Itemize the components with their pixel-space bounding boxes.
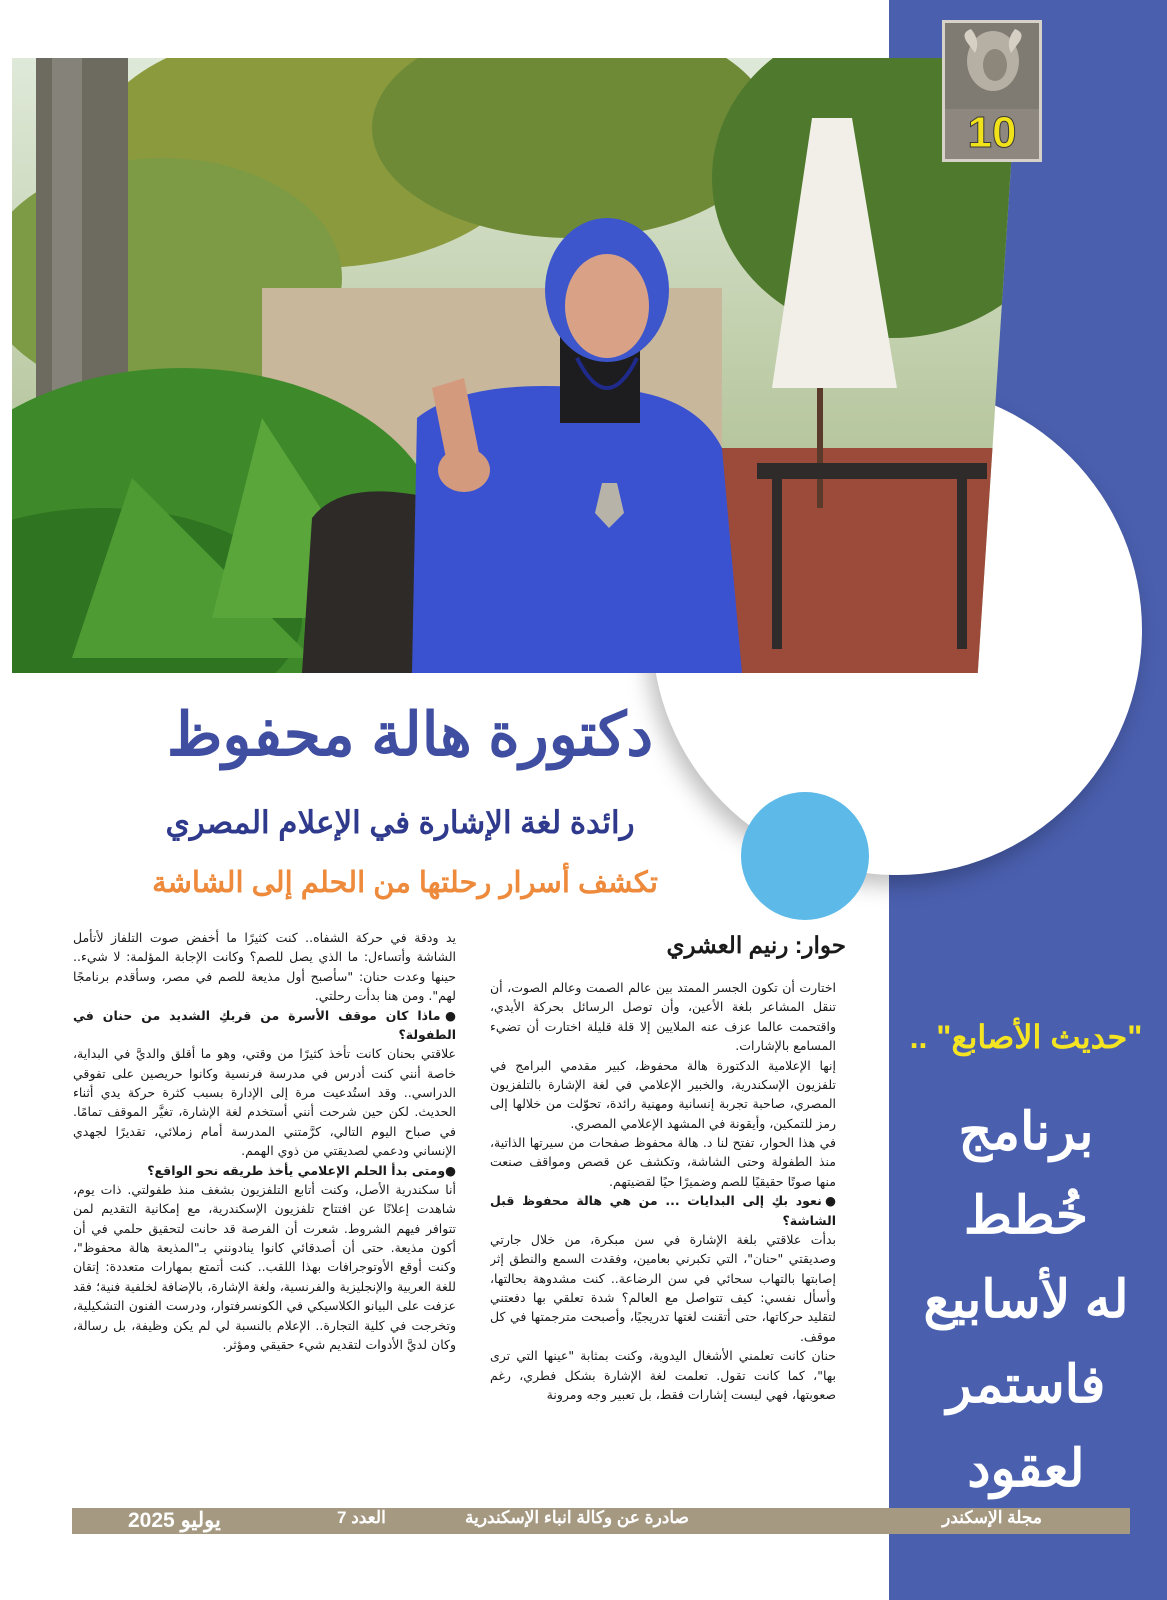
- article-column-right: [490, 978, 836, 1470]
- paragraph: اختارت أن تكون الجسر الممتد بين عالم الصمت وعالم الصوت، أن تنقل المشاعر بلغة الأعين، وأن توصل الرسائل بحركة الأيدي، واقتحمت عالما عزف عنه الملايين إلا قلة قليلة اختارت أن تضيء المسامع بالإشارات.: [490, 980, 836, 1054]
- sidebar-headline: [892, 1090, 1160, 1511]
- footer-date: 2025 يوليو: [128, 1509, 221, 1532]
- footer-magazine-name: مجلة الإسكندر: [942, 1508, 1042, 1527]
- article-photo: [12, 58, 1018, 673]
- paragraph: يد ودقة في حركة الشفاه.. كنت كثيرًا ما أخفض صوت التلفاز لأتأمل الشاشة وأتساءل: ما الذي يصل للصم؟ وكانت الإجابة المؤلمة: لا شيء.. حينها وعدت حنان: "سأصبح أول مذيعة للصم في مصر، وسأقدم برنامجًا لهم". ومن هنا بدأت رحلتي.: [73, 930, 456, 1004]
- decorative-blue-circle: [741, 792, 869, 920]
- interview-question: ●نعود بكِ إلى البدايات ... من هي هالة محفوظ قبل الشاشة؟: [490, 1193, 836, 1228]
- sidebar-headline-line: فاستمر لعقود: [946, 1355, 1106, 1498]
- sidebar-headline-line: برنامج خُطط: [958, 1103, 1094, 1246]
- footer-publisher: صادرة عن وكالة انباء الإسكندرية: [465, 1508, 689, 1527]
- sidebar-headline-line: له لأسابيع: [923, 1271, 1129, 1330]
- paragraph: في هذا الحوار، تفتح لنا د. هالة محفوظ صفحات من سيرتها الذاتية، منذ الطفولة وحتى الشاشة، وتكشف عن قصص ومواقف صنعت منها صوتًا حقيقيًا للصم وضميرًا حيًا لقضيتهم.: [490, 1135, 836, 1189]
- paragraph: أنا سكندرية الأصل، وكنت أتابع التلفزيون بشغف منذ طفولتي. ذات يوم، شاهدت إعلانًا عن افتتاح تلفزيون الإسكندرية، مع إمكانية التقديم لمن تتوافر فيهم الشروط. شعرت أن الفرصة قد حانت لتحقيق حلمي في أن أكون مذيعة. حتى أن أصدقائي كانوا ينادونني بـ"المذيعة هالة محفوظ"، وكنت أوقع الأوتوجرافات بهذا اللقب.. كنت أتمتع بمهارات متعددة: إتقان للغة العربية والإنجليزية والفرنسية، ولغة الإشارة، بالإضافة لخلفية فنية؛ فقد عزفت على البيانو الكلاسيكي في الكونسرفتوار، ودرست الفنون التشكيلية، وتخرجت في كلية التجارة.. الإعلام بالنسبة لي لم يكن وظيفة، بل رسالة، وكان لديَّ الأدوات لتقديم شيء حقيقي ومؤثر.: [73, 1181, 456, 1352]
- interview-question: ●ومتى بدأ الحلم الإعلامي يأخذ طريقه نحو الواقع؟: [147, 1162, 456, 1178]
- article-tagline: تكشف أسرار رحلتها من الحلم إلى الشاشة: [152, 867, 658, 899]
- sidebar-quote-title: "حديث الأصابع" ..: [909, 1019, 1143, 1055]
- alexander-head-icon: [945, 23, 1039, 109]
- issue-number: 10: [967, 108, 1017, 157]
- paragraph: علاقتي بحنان كانت تأخذ كثيرًا من وقتي، وهو ما أقلق والديَّ في البداية، خاصة أنني كنت أدرس في مدرسة فرنسية وكانوا حريصين على تفوقي الدراسي.. وقد استُدعيت مرة إلى الإدارة بسبب كثرة حركة يدي أثناء الحديث. لكن حين شرحت أنني أستخدم لغة الإشارة، تغيَّر الموقف تمامًا. في صباح اليوم التالي، كرَّمتني المدرسة أمام زملائي، تقديرًا لجهدي الإنساني ودعمي لصديقتي من ذوي الهمم.: [73, 1046, 456, 1159]
- paragraph: حنان كانت تعلمني الأشغال اليدوية، وكنت بمثابة "عينها التي ترى بها"، كما كانت تقول. تعلمت لغة الإشارة بشكل فطري، رغم صعوبتها، فهي ليست إشارات فقط، بل تعبير وجه ومرونة: [490, 1348, 836, 1402]
- page-footer: [72, 1508, 1130, 1534]
- footer-issue: العدد 7: [337, 1508, 386, 1527]
- paragraph: إنها الإعلامية الدكتورة هالة محفوظ، كبير مقدمي البرامج في تلفزيون الإسكندرية، والخبير الإعلامي في لغة الإشارة بالتلفزيون المصري، صاحبة تجربة إنسانية ومهنية رائدة، تحوّلت من خلالها إلى رمز للتمكين، وأيقونة في المشهد الإعلامي المصري.: [490, 1057, 836, 1131]
- article-title: دكتورة هالة محفوظ: [166, 701, 654, 768]
- article-subtitle: رائدة لغة الإشارة في الإعلام المصري: [165, 805, 635, 840]
- photo-illustration: [12, 58, 1018, 673]
- article-column-left: [73, 928, 456, 1470]
- interview-question: ●ماذا كان موقف الأسرة من قربكِ الشديد من حنان في الطفولة؟: [73, 1007, 456, 1042]
- paragraph: بدأت علاقتي بلغة الإشارة في سن مبكرة، من خلال جارتي وصديقتي "حنان"، التي تكبرني بعامين، وفقدت السمع والنطق إثر إصابتها بالتهاب سحائي في سن الرضاعة.. كنت مشدوهة بحالتها، وأسأل نفسي: كيف تتواصل مع العالم؟ شدة تعلقي بها دفعتني لتقليد حركاتها، حتى أتقنت لغتها تدريجيًا، وأصبحت مترجمتها في كل موقف.: [490, 1231, 836, 1344]
- article-byline: حوار: رنيم العشري: [666, 932, 846, 958]
